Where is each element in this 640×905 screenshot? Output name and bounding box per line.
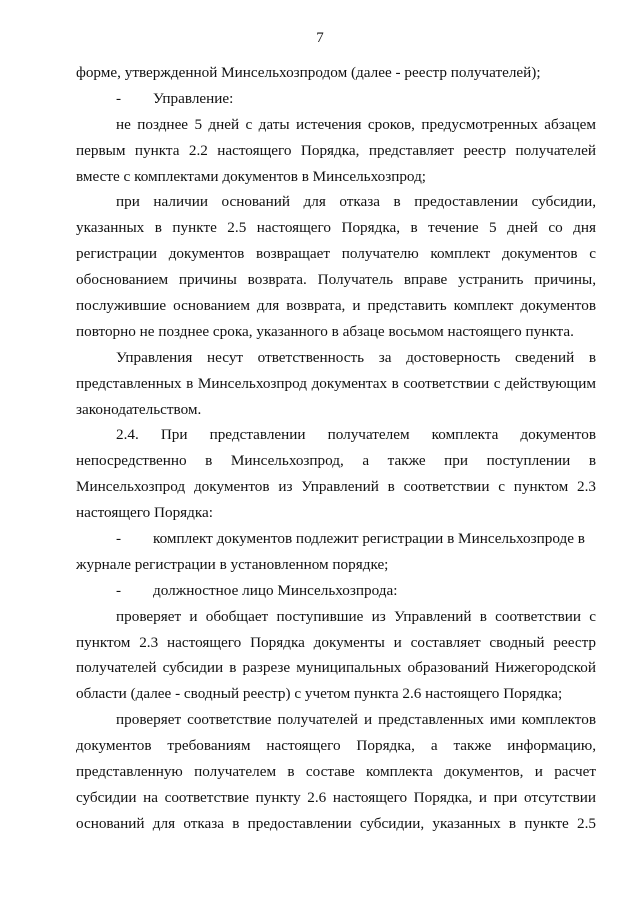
text-line: повторно не позднее срока, указанного в абзаце восьмом настоящего пункта. — [76, 322, 574, 340]
body-text — [76, 60, 596, 837]
list-item-text: комплект документов подлежит регистрации в Минсельхозпроде в — [153, 530, 585, 548]
text-line: непосредственно в Минсельхозпрод, а также при поступлении в — [76, 452, 596, 470]
text-line: настоящего Порядка: — [76, 504, 213, 522]
text-line: представленную получателем в составе комплекта документов, и расчет — [76, 763, 596, 781]
list-item — [76, 578, 596, 604]
list-item-text: Управление: — [153, 89, 234, 107]
text-line: пунктом 2.3 настоящего Порядка документы и составляет сводный реестр — [76, 633, 596, 651]
text-line: Минсельхозпрод документов из Управлений в соответствии с пунктом 2.3 — [76, 478, 596, 496]
list-dash: - — [116, 89, 122, 107]
text-line: регистрации документов возвращает получателю комплект документов с — [76, 245, 596, 263]
text-line: не позднее 5 дней с даты истечения сроков, предусмотренных абзацем — [116, 115, 596, 133]
list-item-text: должностное лицо Минсельхозпрода: — [153, 581, 398, 599]
text-line: послужившие основанием для возврата, и представить комплект документов — [76, 297, 596, 315]
text-line: вместе с комплектами документов в Минсельхозпрод; — [76, 167, 427, 185]
list-item — [76, 86, 596, 112]
text-line: первым пункта 2.2 настоящего Порядка, представляет реестр получателей — [76, 141, 596, 159]
text-line: 2.4. При представлении получателем комплекта документов — [116, 426, 596, 444]
text-line: проверяет соответствие получателей и представленных ими комплектов — [116, 711, 596, 729]
text-line: субсидии на соответствие пункту 2.6 настоящего Порядка, и при отсутствии — [76, 788, 596, 806]
text-line: представленных в Минсельхозпрод документах в соответствии с действующим — [76, 374, 596, 392]
text-line: оснований для отказа в предоставлении субсидии, указанных в пункте 2.5 — [76, 814, 596, 832]
text-line: указанных в пункте 2.5 настоящего Порядка, в течение 5 дней со дня — [76, 219, 596, 237]
text-line: при наличии оснований для отказа в предоставлении субсидии, — [116, 193, 596, 211]
text-line: получателей субсидии в разрезе муниципальных образований Нижегородской — [76, 659, 596, 677]
list-dash: - — [116, 581, 122, 599]
text-line: форме, утвержденной Минсельхозпродом (далее - реестр получателей); — [76, 64, 541, 81]
text-line: проверяет и обобщает поступившие из Управлений в соответствии с — [116, 607, 596, 625]
text-line: законодательством. — [76, 400, 202, 418]
text-line: журнале регистрации в установленном порядке; — [76, 555, 389, 573]
page-number: 7 — [316, 30, 324, 46]
text-line: документов требованиям настоящего Порядка, а также информацию, — [76, 737, 596, 755]
text-line: Управления несут ответственность за достоверность сведений в — [116, 348, 596, 366]
text-line: области (далее - сводный реестр) с учетом пункта 2.6 настоящего Порядка; — [76, 685, 563, 703]
text-line: обоснованием причины возврата. Получатель вправе устранить причины, — [76, 271, 596, 289]
list-dash: - — [116, 530, 122, 548]
list-item — [76, 526, 596, 552]
